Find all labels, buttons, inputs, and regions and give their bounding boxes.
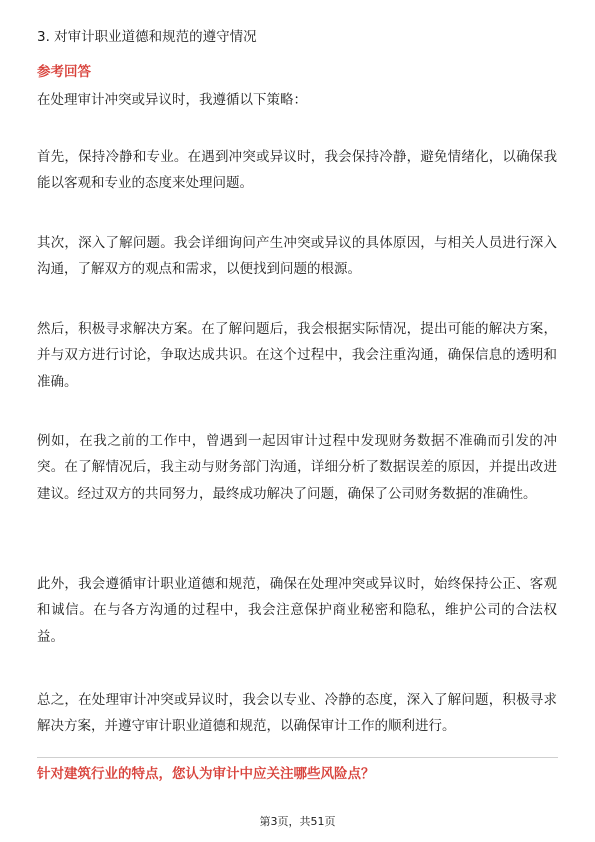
next-question-title: 针对建筑行业的特点，您认为审计中应关注哪些风险点？ (37, 766, 375, 782)
answer-paragraph-5: 例如，在我之前的工作中，曾遇到一起因审计过程中发现财务数据不准确而引发的冲突。在了解情况后，我主动与财务部门沟通，详细分析了数据误差的原因，并提出改进建议。经过双方的共同努力，最终成功解决了问题，确保了公司财务数据的准确性。 (37, 433, 557, 502)
answer-label: 参考回答 (37, 64, 91, 80)
question-title: 3. 对审计职业道德和规范的遵守情况 (37, 29, 257, 45)
page-number-footer: 第3页，共51页 (259, 815, 336, 828)
answer-paragraph-7: 总之，在处理审计冲突或异议时，我会以专业、冷静的态度，深入了解问题，积极寻求解决方案，并遵守审计职业道德和规范，以确保审计工作的顺利进行。 (37, 692, 557, 735)
answer-paragraph-3: 其次，深入了解问题。我会详细询问产生冲突或异议的具体原因，与相关人员进行深入沟通，了解双方的观点和需求，以便找到问题的根源。 (37, 235, 557, 278)
answer-paragraph-2: 首先，保持冷静和专业。在遇到冲突或异议时，我会保持冷静，避免情绪化，以确保我能以客观和专业的态度来处理问题。 (37, 149, 557, 192)
section-divider (37, 757, 558, 758)
answer-paragraph-6: 此外，我会遵循审计职业道德和规范，确保在处理冲突或异议时，始终保持公正、客观和诚信。在与各方沟通的过程中，我会注意保护商业秘密和隐私，维护公司的合法权益。 (37, 576, 557, 645)
answer-paragraph-1: 在处理审计冲突或异议时，我遵循以下策略： (37, 92, 307, 108)
answer-paragraph-4: 然后，积极寻求解决方案。在了解问题后，我会根据实际情况，提出可能的解决方案，并与双方进行讨论，争取达成共识。在这个过程中，我会注重沟通，确保信息的透明和准确。 (37, 321, 557, 390)
